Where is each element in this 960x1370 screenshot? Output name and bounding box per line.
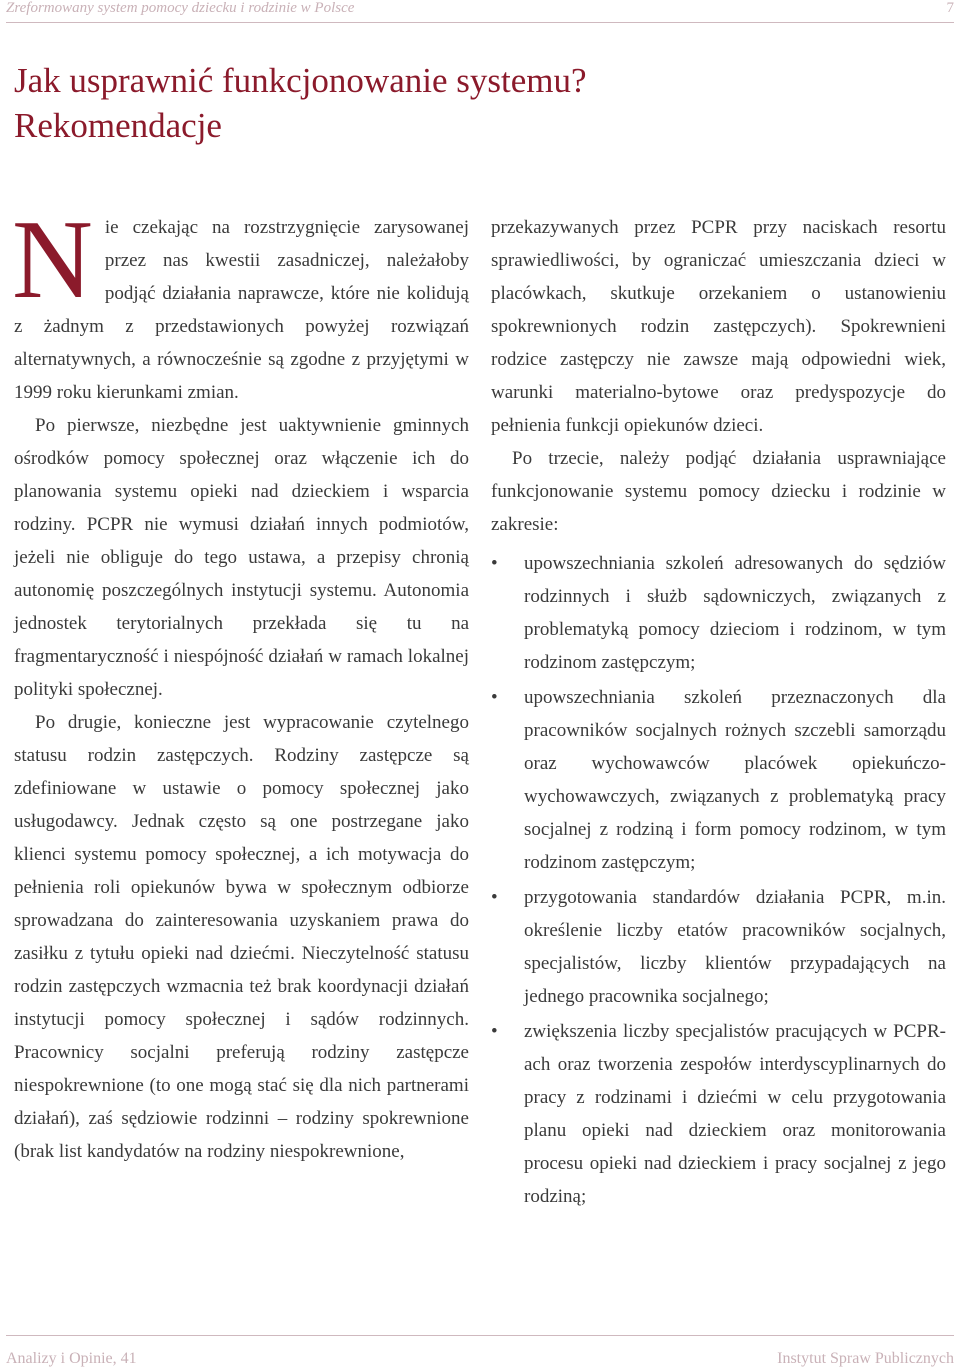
intro-text: ie czekając na rozstrzygnięcie zarysowanej przez nas kwestii zasadniczej, należałoby podjąć działania naprawcze, które nie kolidują z żadnym z przedstawionych powyżej rozwiązań alternatywnych, a równocześnie są zgodne z przyjętymi w 1999 roku kierunkami zmian. xyxy=(14,217,469,403)
paragraph-third-recommendation: Po trzecie, należy podjąć działania usprawniające funkcjonowanie systemu pomocy dziecku i rodzinie w zakresie: xyxy=(491,448,946,535)
list-item xyxy=(491,681,946,879)
publication-series: Analizy i Opinie, 41 xyxy=(6,1350,137,1367)
list-item xyxy=(491,1015,946,1213)
paragraph-first-recommendation: Po pierwsze, niezbędne jest uaktywnienie gminnych ośrodków pomocy społecznej oraz włączenie ich do planowania systemu opieki nad dzieckiem i wsparcia rodziny. PCPR nie wymusi działań innych podmiotów, jeżeli nie obliguje do tego ustawa, a przepisy chronią autonomię poszczególnych instytucji systemu. Autonomia jednostek terytorialnych przekłada się tu na fragmentaryczność i niespójność działań w ramach lokalnej polityki społecznej. xyxy=(14,415,469,700)
right-column xyxy=(491,211,946,1215)
list-item xyxy=(491,881,946,1013)
bullet-icon: • xyxy=(491,553,498,574)
list-item-text: zwiększenia liczby specjalistów pracujących w PCPR-ach oraz tworzenia zespołów interdyscyplinarnych do pracy z rodzinami i dziećmi w celu przygotowania planu opieki nad dzieckiem oraz monitorowania procesu opieki nad dzieckiem i pracy socjalnej z jego rodziną; xyxy=(524,1021,946,1207)
paragraph-second-recommendation: Po drugie, konieczne jest wypracowanie czytelnego statusu rodzin zastępczych. Rodziny zastępcze są zdefiniowane w ustawie o pomocy społecznej jako usługodawcy. Jednak często są one postrzegane jako klienci systemu pomocy społecznej, a ich motywacja do pełnienia roli opiekunów bywa w społecznym odbiorze sprowadzana do zainteresowania uzyskaniem prawa do zasiłku z tytułu opieki nad dziećmi. Nieczytelność statusu rodzin zastępczych wzmacnia też brak koordynacji działań instytucji pomocy społecznej i sądów rodzinnych. Pracownicy socjalni preferują rodziny zastępcze niespokrewnione (to one mogą stać się dla nich partnerami działań), zaś sędziowie rodzinni – rodziny spokrewnione (brak list kandydatów na rodziny niespokrewnione, xyxy=(14,712,469,1162)
recommendation-list xyxy=(491,547,946,1213)
bullet-icon: • xyxy=(491,1021,498,1042)
paragraph-continuation: przekazywanych przez PCPR przy naciskach resortu sprawiedliwości, by ograniczać umieszczania dzieci w placówkach, skutkuje orzekaniem o ustanowieniu spokrewnionych rodzin zastępczych). Spokrewnieni rodzice zastępczy nie zawsze mają odpowiedni wiek, warunki materialno-bytowe oraz predyspozycje do pełnienia funkcji opiekunów dzieci. xyxy=(491,217,946,436)
running-title: Zreformowany system pomocy dziecku i rodzinie w Polsce xyxy=(6,0,355,16)
list-item-text: upowszechniania szkoleń przeznaczonych dla pracowników socjalnych rożnych szczebli samorządu oraz wychowawców placówek opiekuńczo-wychowawczych, związanych z problematyką pracy socjalnej z rodziną i form pomocy rodzinom, w tym rodzinom zastępczym; xyxy=(524,687,946,873)
page-number: 7 xyxy=(946,0,954,16)
running-footer xyxy=(6,1335,954,1370)
running-header xyxy=(6,0,954,23)
intro-paragraph xyxy=(12,198,469,409)
publisher-name: Instytut Spraw Publicznych xyxy=(777,1350,954,1367)
left-column xyxy=(12,198,469,1168)
section-title: Jak usprawnić funkcjonowanie systemu? Rekomendacje xyxy=(14,61,587,145)
bullet-icon: • xyxy=(491,887,498,908)
drop-cap: N xyxy=(12,198,93,322)
list-item-text: upowszechniania szkoleń adresowanych do sędziów rodzinnych i służb sądowniczych, związanych z problematyką pomocy dzieciom i rodzinom, w tym rodzinom zastępczym; xyxy=(524,553,946,673)
list-item xyxy=(491,547,946,679)
bullet-icon: • xyxy=(491,687,498,708)
list-item-text: przygotowania standardów działania PCPR, m.in. określenie liczby etatów pracowników socjalnych, specjalistów, liczby klientów przypadających na jednego pracownika socjalnego; xyxy=(524,887,946,1007)
